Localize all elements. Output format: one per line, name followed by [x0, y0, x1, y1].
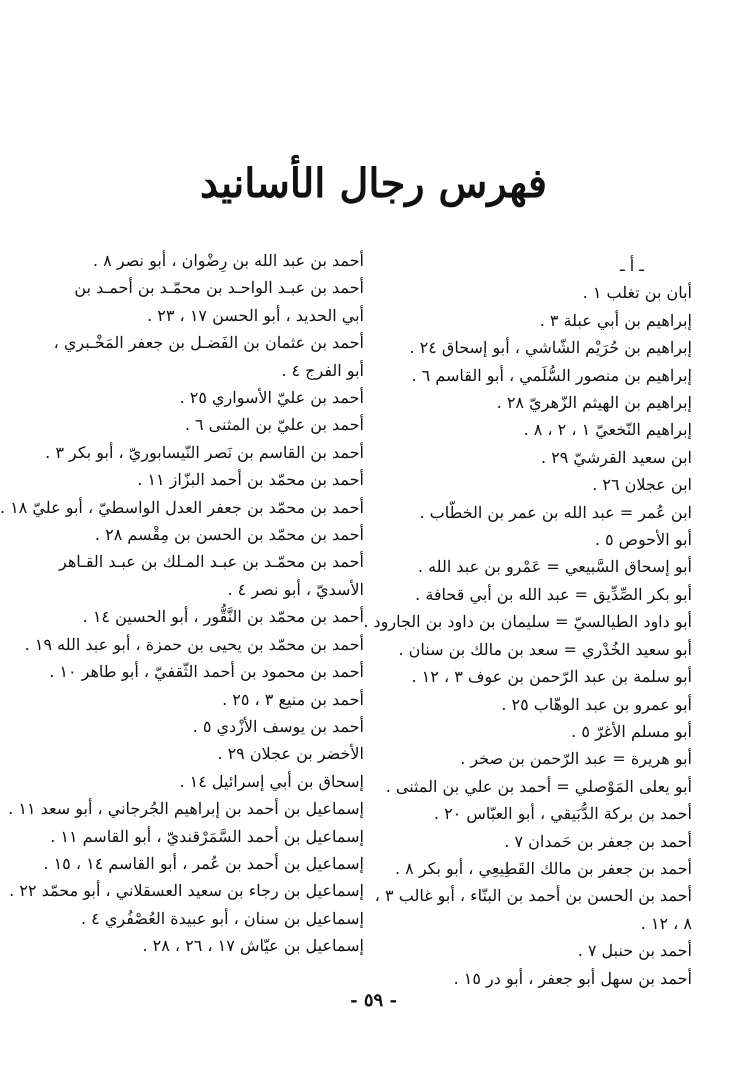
index-entry: ٨ ، ١٢ .: [640, 913, 692, 933]
index-entry: إبراهيم بن أبي عبلة ٣ .: [539, 310, 692, 330]
index-entry: ابن عُمر = عبد الله بن عمر بن الخطّاب .: [419, 502, 692, 522]
index-entry: أبو يعلى المَوْصلي = أحمد بن علي بن المثنى .: [385, 776, 692, 796]
index-entry: أبو داود الطيالسيّ = سليمان بن داود بن الجارود .: [363, 612, 692, 632]
index-entry: أحمد بن عثمان بن الفَضـل بن جعفر المَخْـبري ،: [53, 333, 364, 353]
index-entry: أبو الأحوص ٥ .: [594, 530, 692, 550]
index-entry: إسماعيل بن أحمد السَّمَرْقنديّ ، أبو القاسم ١١ .: [50, 826, 364, 846]
index-entry: أحمد بن عليّ الأسواري ٢٥ .: [179, 388, 364, 408]
index-entry: أبو الفرج ٤ .: [281, 360, 364, 380]
index-entry: أحمد بن محمود بن أحمد الثّقفيّ ، أبو طاهر ١٠ .: [49, 662, 364, 682]
index-entry: إسماعيل بن أحمد بن عُمر ، أبو القاسم ١٤ ، ١٥ .: [43, 853, 364, 873]
index-entry: ابن عجلان ٢٦ .: [592, 475, 692, 495]
index-entry: أبو إسحاق السَّبيعي = عَمْرو بن عبد الله .: [417, 557, 692, 577]
index-entry: أحمد بن منيع ٣ ، ٢٥ .: [222, 689, 364, 709]
index-entry: أبو عمرو بن عبد الوهّاب ٢٥ .: [501, 694, 692, 714]
index-entry: أحمد بن محمّد بن الحسن بن مِقْسم ٢٨ .: [94, 525, 364, 545]
index-entry: أحمد بن جعفر بن حَمدان ٧ .: [504, 831, 692, 851]
index-entry: أحمد بن عبـد الواحـد بن محمّـد بن أحمـد بن: [74, 278, 364, 298]
index-entry: إبراهيم بن الهيثم الزّهريّ ٢٨ .: [496, 393, 692, 413]
index-column-left: [0, 247, 364, 960]
index-entry: أبان بن تغلب ١ .: [582, 283, 692, 303]
index-entry: أحمد بن محمّـد بن عبـد المـلك بن عبـد القـاهر: [58, 552, 364, 572]
index-entry: ابن سعيد القرشيّ ٢٩ .: [540, 447, 692, 467]
index-entry: أحمد بن محمّد بن أحمد البزّاز ١١ .: [137, 470, 364, 490]
index-entry: أبو هريرة = عبد الرّحمن بن صخر .: [460, 749, 692, 769]
index-entry: أحمد بن عبد الله بن رِضْوان ، أبو نصر ٨ .: [92, 251, 364, 270]
index-entry: أحمد بن بركة الدُّبَيقي ، أبو العبّاس ٢٠ .: [433, 804, 692, 824]
index-entry: أحمد بن حنبل ٧ .: [577, 941, 692, 961]
page-number: - ٥٩ -: [350, 990, 397, 1011]
index-entry: إبراهيم النّخعيّ ١ ، ٢ ، ٨ .: [523, 420, 692, 440]
index-entry: الأسديّ ، أبو نصر ٤ .: [227, 579, 364, 599]
index-entry: إبراهيم بن حُرَيْم الشّاشي ، أبو إسحاق ٢٤ .: [409, 338, 692, 358]
section-letter: ـ أ ـ: [620, 256, 644, 275]
index-entry: أحمد بن القاسم بن نَصر النّيسابوريّ ، أبو بكر ٣ .: [45, 442, 364, 462]
index-entry: أحمد بن جعفر بن مالك القَطِيعِي ، أبو بكر ٨ .: [395, 858, 692, 878]
index-entry: أحمد بن محمّد بن النَّقُّور ، أبو الحسين ١٤ .: [82, 607, 364, 627]
index-entry: إسحاق بن أبي إسرائيل ١٤ .: [179, 771, 364, 791]
index-entry: إسماعيل بن عيّاش ١٧ ، ٢٦ ، ٢٨ .: [142, 936, 364, 956]
index-entry: أبو مسلم الأغرّ ٥ .: [571, 721, 692, 741]
index-entry: إبراهيم بن منصور السُّلَمي ، أبو القاسم ٦ .: [411, 365, 692, 385]
index-column-right: [363, 252, 692, 992]
index-entry: أحمد بن الحسن بن أحمد بن البنّاء ، أبو غالب ٣ ،: [374, 886, 692, 906]
index-entry: أبو بكر الصِّدِّيق = عبد الله بن أبي قحافة .: [415, 584, 692, 604]
index-entry: أبو سعيد الخُدْري = سعد بن مالك بن سنان .: [398, 639, 692, 659]
index-entry: إسماعيل بن أحمد بن إبراهيم الجُرجاني ، أبو سعد ١١ .: [8, 799, 364, 819]
index-entry: إسماعيل بن سنان ، أبو عبيدة العُصْفُري ٤ .: [81, 908, 364, 928]
index-entry: أحمد بن عليّ بن المثنى ٦ .: [184, 415, 364, 435]
index-entry: أحمد بن يوسف الأزْدي ٥ .: [192, 716, 364, 736]
index-entry: أبو سلمة بن عبد الرّحمن بن عوف ٣ ، ١٢ .: [411, 667, 692, 687]
index-entry: أحمد بن محمّد بن جعفر العدل الواسطيّ ، أبو عليّ ١٨ .: [0, 497, 364, 517]
index-entry: أبي الحديد ، أبو الحسن ١٧ ، ٢٣ .: [147, 305, 364, 325]
index-entry: الأخضر بن عجلان ٢٩ .: [217, 744, 364, 764]
index-entry: أحمد بن محمّد بن يحيى بن حمزة ، أبو عبد الله ١٩ .: [24, 634, 364, 654]
index-entry: إسماعيل بن رجاء بن سعيد العسقلاني ، أبو محمّد ٢٢ .: [9, 881, 364, 901]
index-entry: أحمد بن سهل أبو جعفر ، أبو در ١٥ .: [453, 968, 692, 988]
page-title: فهرس رجال الأسانيد: [200, 160, 547, 207]
